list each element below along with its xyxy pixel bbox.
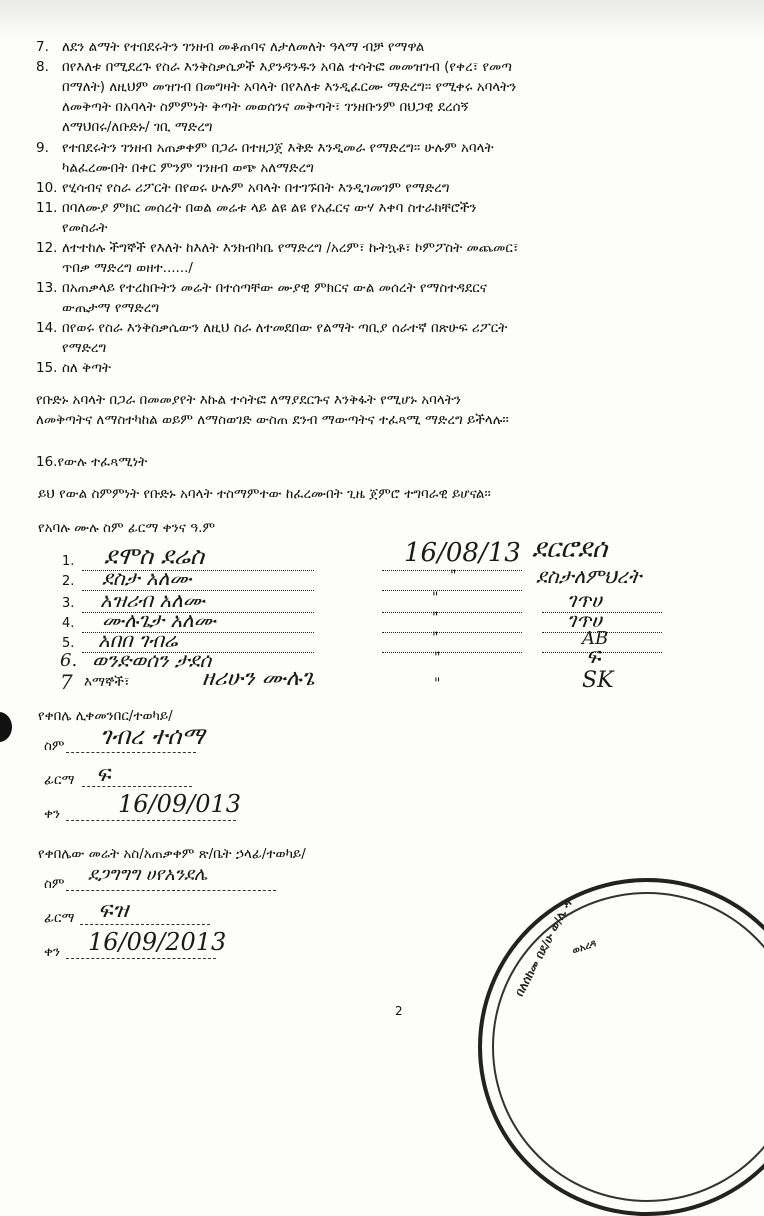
member-signature: AB xyxy=(582,628,609,649)
member-date-handwritten: " xyxy=(432,610,439,626)
member-row: 4. ሙሉጌታ አለሙ " ገጥሀ xyxy=(62,616,662,636)
member-name-handwritten: ወንድወሰን ታደሰ xyxy=(92,648,212,672)
member-name-handwritten: ዘሪሁን ሙሉጌ xyxy=(202,666,315,691)
official-seal-stamp xyxy=(478,878,764,1216)
member-date-handwritten: 16/08/13 xyxy=(404,538,521,568)
member-signature: ፍ xyxy=(586,644,601,669)
receiver-signature: ፍ xyxy=(96,762,111,787)
member-signature: ደርሮደሰ xyxy=(532,534,608,564)
member-name-handwritten: አበበ ገብሬ xyxy=(98,628,178,652)
item-9: 9. የተበደሩትን ገንዘብ አጠቃቀም በጋራ በተዘጋጀ እቅድ እንዲመራ የማድረግ፡፡ ሁሉም አባላት ካልፈረሙበት በቀር ምንም ገንዘብ ወጭ አለማድረግ xyxy=(36,140,494,176)
seal-text-outer: በለሰከመ በደ/ሁ ወ/ሌ ዳ xyxy=(512,897,575,999)
receiver-sign-label: ፊርማ xyxy=(44,772,75,788)
member-name-handwritten: ሙሉጌታ አለሙ xyxy=(102,608,216,632)
member-row: 3. አዝሪብ አለሙ " ገጥሀ xyxy=(62,596,662,616)
item-13: 13. በአጠቃላይ የተረከቡትን መሬት በተሰጣቸው ሙያዊ ምክርና ውል መሰረት የማስተዳደርና ውጤታማ የማድረግ xyxy=(36,280,487,316)
member-number-handwritten: 6. xyxy=(60,650,78,671)
witness-label: እማኞች፣ xyxy=(84,674,130,690)
member-name-handwritten: አዝሪብ አለሙ xyxy=(100,588,205,612)
member-signature: ደስታለምህረት xyxy=(536,564,642,588)
seal-text-inner: ወአረዳ xyxy=(570,938,598,957)
land-office-title: የቀበሌው መሬት አስ/አጠቃቀም ጽ/ቤት ኃላፊ/ተወካይ/ xyxy=(38,846,306,862)
land-office-name-label: ስም xyxy=(44,876,65,892)
item-11: 11. በባለሙያ ምክር መሰረት በወል መሬቱ ላይ ልዩ ልዩ የአፈርና ውሃ እቀባ ስተራክቸሮችን የመስራት xyxy=(36,200,477,236)
land-office-date-handwritten: 16/09/2013 xyxy=(88,928,227,956)
member-row: 1. ደሞስ ደሬስ 16/08/13 ደርሮደሰ xyxy=(62,534,608,570)
land-office-date-label: ቀን xyxy=(44,944,61,960)
member-name-handwritten: ደሞስ ደሬስ xyxy=(104,542,205,570)
member-number-handwritten: 7 xyxy=(60,670,73,694)
item-15: 15. ስለ ቅጣት xyxy=(36,360,111,376)
land-office-signature: ፍዝ xyxy=(98,898,129,923)
members-heading: የአባሉ ሙሉ ስም ፊርማ ቀንና ዓ.ም xyxy=(38,520,216,536)
item-12: 12. ለተተከሉ ችግኞች የእለት ከእለት እንክብካቤ የማድረግ /አረም፣ ኩትኳቶ፣ ኮምፖስት መጨመር፣ ጥበቃ ማድረግ ወዘተ....../ xyxy=(36,240,519,276)
member-row xyxy=(60,666,662,694)
receiver-title: የቀበሌ ሊቀመንበር/ተወካይ/ xyxy=(38,708,173,724)
member-date-handwritten: " xyxy=(432,630,439,646)
member-signature: ገጥሀ xyxy=(567,588,602,612)
receiver-date-label: ቀን xyxy=(44,806,61,822)
section-16-heading: 16.የውሉ ተፈጻሚነት xyxy=(36,454,148,470)
item-10: 10. የሂሳብና የስራ ሪፖርት በየወሩ ሁሉም አባላት በተገኙበት እንዲገመገም የማድረግ xyxy=(36,180,450,196)
member-signature: SK xyxy=(582,668,614,693)
member-date-handwritten: " xyxy=(434,676,441,692)
member-name-handwritten: ደስታ አለሙ xyxy=(102,566,192,590)
top-bleed-through xyxy=(0,0,764,38)
item-7: 7. ለደን ልማት የተበደሩትን ገንዘብ መቆጠባና ለታለመለት ዓላማ ብቻ የማዋል xyxy=(36,39,425,55)
land-office-sign-label: ፊርማ xyxy=(44,910,75,926)
item-14: 14. በየወሩ የስራ እንቅስቃሴውን ለዚህ ስራ ለተመደበው የልማት ጣቢያ ሰራተኛ በጽሁፍ ሪፖርት የማድረግ xyxy=(36,320,508,356)
item-8: 8. በየእለቱ በሚደረጉ የስራ እንቅስቃሴዎች እያንዳንዱን አባል ተሳትፎ መመዝገብ (የቀረ፣ የመጣ በማለት) ለዚህም መዝገብ በመግዛት አባላት በየእለቱ እንዲፈርሙ ማድረግ፡፡ የሚቀሩ አባላትን ለመቅጣት በአባላት ስምምነት ቅጣት መወሰንና መቅጣት፣ ገንዘቡንም በህጋዊ ደረሰኝ ለማህበሩ/ለቡድኑ/ ገቢ ማድረግ xyxy=(36,59,517,135)
member-signature: ገጥሀ xyxy=(567,608,602,632)
member-date-handwritten: " xyxy=(434,650,441,666)
receiver-name-handwritten: ገብረ ተሰማ xyxy=(100,722,205,750)
member-row: 2. ደስታ አለሙ " ደስታለምህረት xyxy=(62,564,642,590)
member-row xyxy=(60,644,662,674)
receiver-name-label: ስም xyxy=(44,738,65,754)
penalty-paragraph: የቡድኑ አባላት በጋራ በመመያየት እኩል ተሳትፎ ለማያደርጉና እንቅፋት የሚሆኑ አባላትን ለመቅጣትና ለማስተካከል ወይም ለማስወገድ ውስጠ ደንብ ማውጣትና ተፈጻሚ ማድረግ ይችላሉ፡፡ xyxy=(36,392,509,428)
receiver-date-handwritten: 16/09/013 xyxy=(118,790,242,818)
page-number: 2 xyxy=(395,1004,403,1018)
member-date-handwritten: " xyxy=(450,568,457,584)
section-16-text: ይህ የውል ስምምነት የቡድኑ አባላት ተስማምተው ከፈረሙበት ጊዜ ጀምሮ ተግባራዊ ይሆናል፡፡ xyxy=(38,486,491,502)
punch-hole xyxy=(0,712,12,742)
member-row: 5. አበበ ገብሬ " AB xyxy=(62,636,662,656)
land-office-name-handwritten: ደጋግግግ ሀየአንደሌ xyxy=(88,864,208,885)
member-date-handwritten: " xyxy=(432,590,439,606)
